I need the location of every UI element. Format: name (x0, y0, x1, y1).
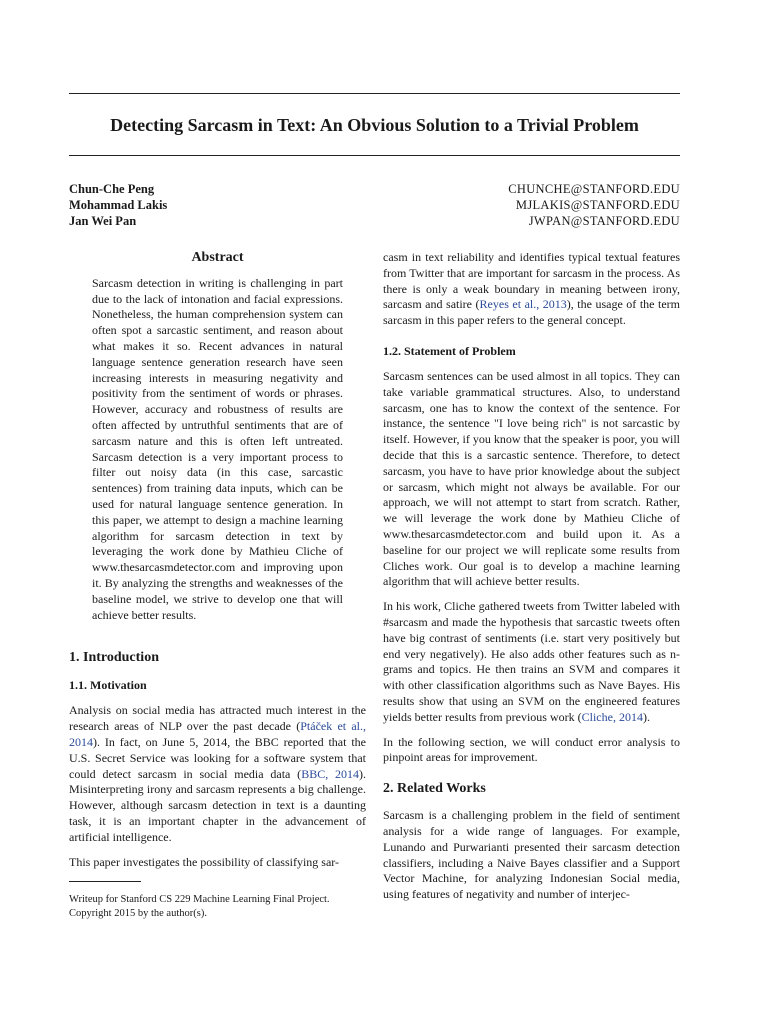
paragraph (69, 703, 366, 845)
paragraph (383, 250, 680, 329)
author-row (69, 197, 680, 213)
paragraph: This paper investigates the possibility of classifying sar- (69, 854, 340, 869)
paragraph: Sarcasm sentences can be used almost in all topics. They can take variable grammatical structures. Also, to understand sarcasm, one has to know the context of the sentence. For instance, the sentence "I love being rich" is not sarcastic by itself. However, if you know that the speaker is poor, you will decide that this is a sarcastic sentence. Therefore, to detect sarcasm, you have to have prior knowledge about the subject or sarcasm, which might not always be available. For our approach, we will not attempt to start from scratch. Rather, we will leverage the work done by Mathieu Cliche of www.thesarcasmdetector.com and build upon it. As a baseline for our project we will replicate some results from Cliches work. Our goal is to develop a machine learning algorithm that will achieve better results. (383, 368, 680, 589)
right-column (383, 250, 680, 912)
paper-title: Detecting Sarcasm in Text: An Obvious Solution to a Trivial Problem (110, 115, 639, 135)
author-email: CHUNCHE@STANFORD.EDU (508, 182, 680, 196)
author-block (69, 181, 680, 229)
text-run: ). (642, 709, 650, 724)
citation-link[interactable]: Reyes et al., 2013 (479, 297, 567, 312)
text-run: ), the usage of the term sarcasm in this paper refers to the general concept. (383, 297, 680, 328)
author-row (69, 213, 680, 229)
paragraph: In the following section, we will conduct error analysis to pinpoint areas for improvement. (383, 734, 680, 765)
citation-link[interactable]: BBC, 2014 (301, 766, 359, 781)
subsection-heading-motivation: 1.1. Motivation (69, 678, 147, 693)
author-row (69, 181, 680, 197)
footnote-rule (69, 881, 141, 882)
text-run: In his work, Cliche gathered tweets from Twitter labeled with #sarcasm and made the hypothesis that sarcastic tweets often have big contrast of sentiments (i.e. start very positively but end very negatively). He also adds other features such as n-grams and topics. He then trains an SVM and compares it with other classification algorithms such as Nave Bayes. His results show that using an SVM on the engineered features yields better results from previous work ( (383, 599, 680, 724)
author-email: MJLAKIS@STANFORD.EDU (515, 198, 680, 212)
paragraph (383, 599, 680, 725)
text-run: ). Misinterpreting irony and sarcasm represents a big challenge. However, although sarcasm detection in text is a daunting task, it is an important chapter in the advancement of artificial intelligence. (69, 766, 366, 844)
section-heading-related-works: 2. Related Works (383, 781, 486, 797)
citation-link[interactable]: Cliche, 2014 (581, 709, 643, 724)
abstract-text: Sarcasm detection in writing is challenging in part due to the lack of intonation and facial expressions. Nonetheless, the human comprehension system can often spot a sarcastic sentiment, and reason about what makes it so. Recent advances in natural language sentence generation research have seen increasing interests in measuring negativity and positivity from the sentiment of words or phrases. However, accuracy and robustness of results are often affected by untruthful sentiments that are of sarcasm nature and this is often left untreated. Sarcasm detection is a very important process to filter out noisy data (in this case, sarcastic sentences) from training data inputs, which can be used for natural language sentence generation. In this paper, we attempt to design a machine learning algorithm for sarcasm detection in text by leveraging the work done by Mathieu Cliche of www.thesarcasmdetector.com and improving upon it. By analyzing the strengths and weaknesses of the baseline model, we strive to develop one that will achieve better results. (92, 275, 343, 622)
section-heading-introduction: 1. Introduction (69, 650, 159, 666)
paragraph: Sarcasm is a challenging problem in the field of sentiment analysis for a wide range of languages. For example, Lunando and Purwarianti presented their sarcasm detection classifiers, including a Naive Bayes classifier and a Support Vector Machine, for analyzing Indonesian Social media, using features of negativity and number of interjec- (383, 808, 680, 902)
text-run: Analysis on social media has attracted much interest in the research areas of NLP over the past decade ( (69, 703, 366, 734)
abstract-heading: Abstract (191, 250, 244, 265)
footnote: Writeup for Stanford CS 229 Machine Learning Final Project. Copyright 2015 by the author(s). (69, 894, 330, 919)
subsection-heading-statement: 1.2. Statement of Problem (383, 343, 516, 358)
author-email: JWPAN@STANFORD.EDU (528, 214, 680, 228)
author-name: Jan Wei Pan (69, 214, 137, 228)
text-run: casm in text reliability and identifies typical textual features from Twitter that are important for sarcasm in the process. As there is only a weak boundary in meaning between irony, sarcasm and satire ( (383, 250, 680, 312)
title-rule-top (69, 93, 680, 94)
author-name: Mohammad Lakis (69, 198, 168, 212)
left-column (69, 250, 366, 879)
author-name: Chun-Che Peng (69, 182, 155, 196)
text-run: ). In fact, on June 5, 2014, the BBC reported that the U.S. Secret Service was looking for a software system that could detect sarcasm in social media data ( (69, 734, 366, 781)
title-rule-bottom (69, 155, 680, 156)
citation-link[interactable]: Ptáček et al., 2014 (69, 719, 366, 749)
